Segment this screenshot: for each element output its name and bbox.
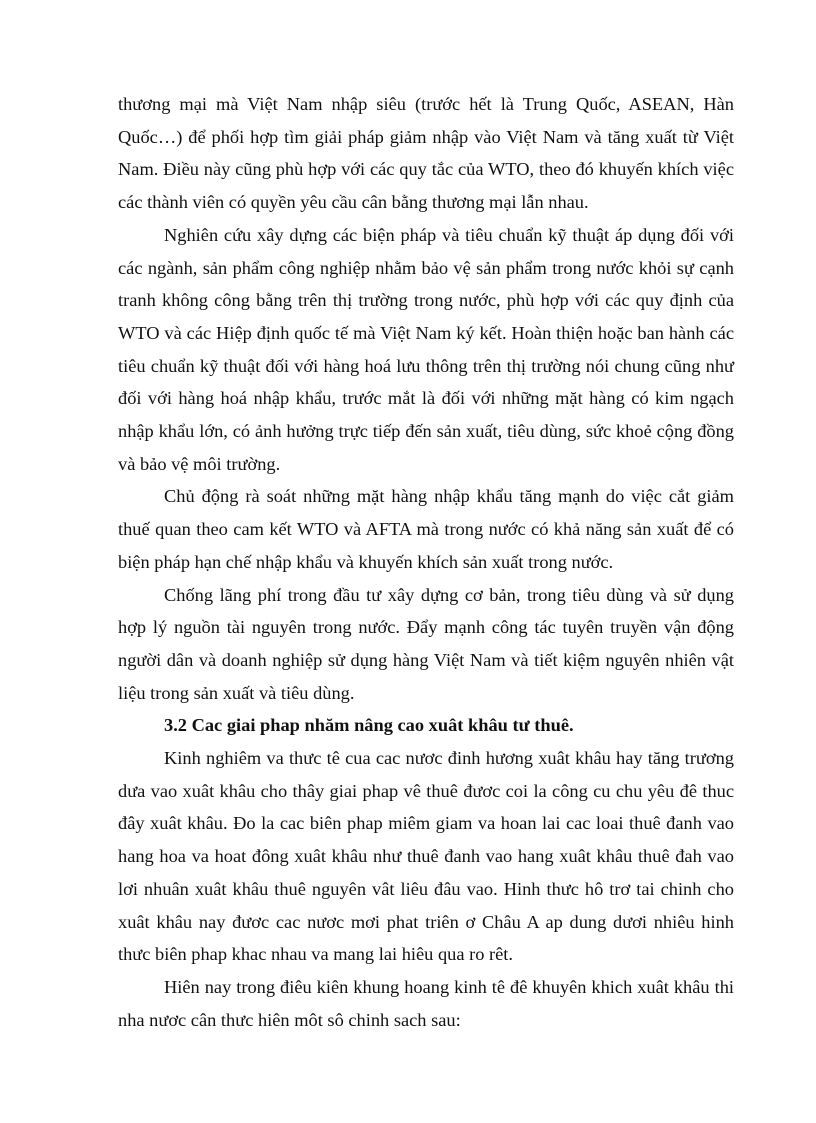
paragraph-continuation: thương mại mà Việt Nam nhập siêu (trước hết là Trung Quốc, ASEAN, Hàn Quốc…) để phối hợp tìm giải pháp giảm nhập vào Việt Nam và tăng xuất từ Việt Nam. Điều này cũng phù hợp với các quy tắc của WTO, theo đó khuyến khích việc các thành viên có quyền yêu cầu cân bằng thương mại lẫn nhau. — [118, 94, 734, 213]
paragraph-import-review: Chủ động rà soát những mặt hàng nhập khẩu tăng mạnh do việc cắt giảm thuế quan theo cam kết WTO và AFTA mà trong nước có khả năng sản xuất để có biện pháp hạn chế nhập khẩu và khuyến khích sản xuất trong nước. — [118, 486, 734, 572]
document-page — [118, 88, 734, 1036]
paragraph-technical-standards: Nghiên cứu xây dựng các biện pháp và tiêu chuẩn kỹ thuật áp dụng đối với các ngành, sản phẩm công nghiệp nhằm bảo vệ sản phẩm trong nước khỏi sự cạnh tranh không công bằng trên thị trường trong nước, phù hợp với các quy định của WTO và các Hiệp định quốc tế mà Việt Nam ký kết. Hoàn thiện hoặc ban hành các tiêu chuẩn kỹ thuật đối với hàng hoá lưu thông trên thị trường nói chung cũng như đối với hàng hoá nhập khẩu, trước mắt là đối với những mặt hàng có kim ngạch nhập khẩu lớn, có ảnh hưởng trực tiếp đến sản xuất, tiêu dùng, sức khoẻ cộng đồng và bảo vệ môi trường. — [118, 224, 734, 474]
paragraph-tax-experience: Kinh nghiêm va thưc tê cua cac nươc đinh hương xuât khâu hay tăng trương dưa vao xuât khâu cho thây giai phap vê thuê đươc coi la công cu chu yêu đê thuc đây xuât khâu. Đo la cac biên phap miêm giam va hoan lai cac loai thuê đanh vao hang hoa va hoat đông xuât khâu như thuê đanh vao hang xuât khâu thuê đah vao lơi nhuân xuât khâu thuê nguyên vât liêu đâu vao. Hinh thưc hô trơ tai chinh cho xuât khâu nay đươc cac nươc mơi phat triên ơ Châu A ap dung dươi nhiêu hinh thưc biên phap khac nhau va mang lai hiêu qua ro rêt. — [118, 748, 734, 965]
paragraph-policy-intro: Hiên nay trong điêu kiên khung hoang kinh tê đê khuyên khich xuât khâu thi nha nươc cân thưc hiên môt sô chinh sach sau: — [118, 976, 734, 1030]
paragraph-anti-waste: Chống lãng phí trong đầu tư xây dựng cơ bản, trong tiêu dùng và sử dụng hợp lý nguồn tài nguyên trong nước. Đẩy mạnh công tác tuyên truyền vận động người dân và doanh nghiệp sử dụng hàng Việt Nam và tiết kiệm nguyên nhiên vật liệu trong sản xuất và tiêu dùng. — [118, 584, 734, 703]
section-heading: 3.2 Cac giai phap nhăm nâng cao xuât khâu tư thuê. — [164, 715, 574, 736]
